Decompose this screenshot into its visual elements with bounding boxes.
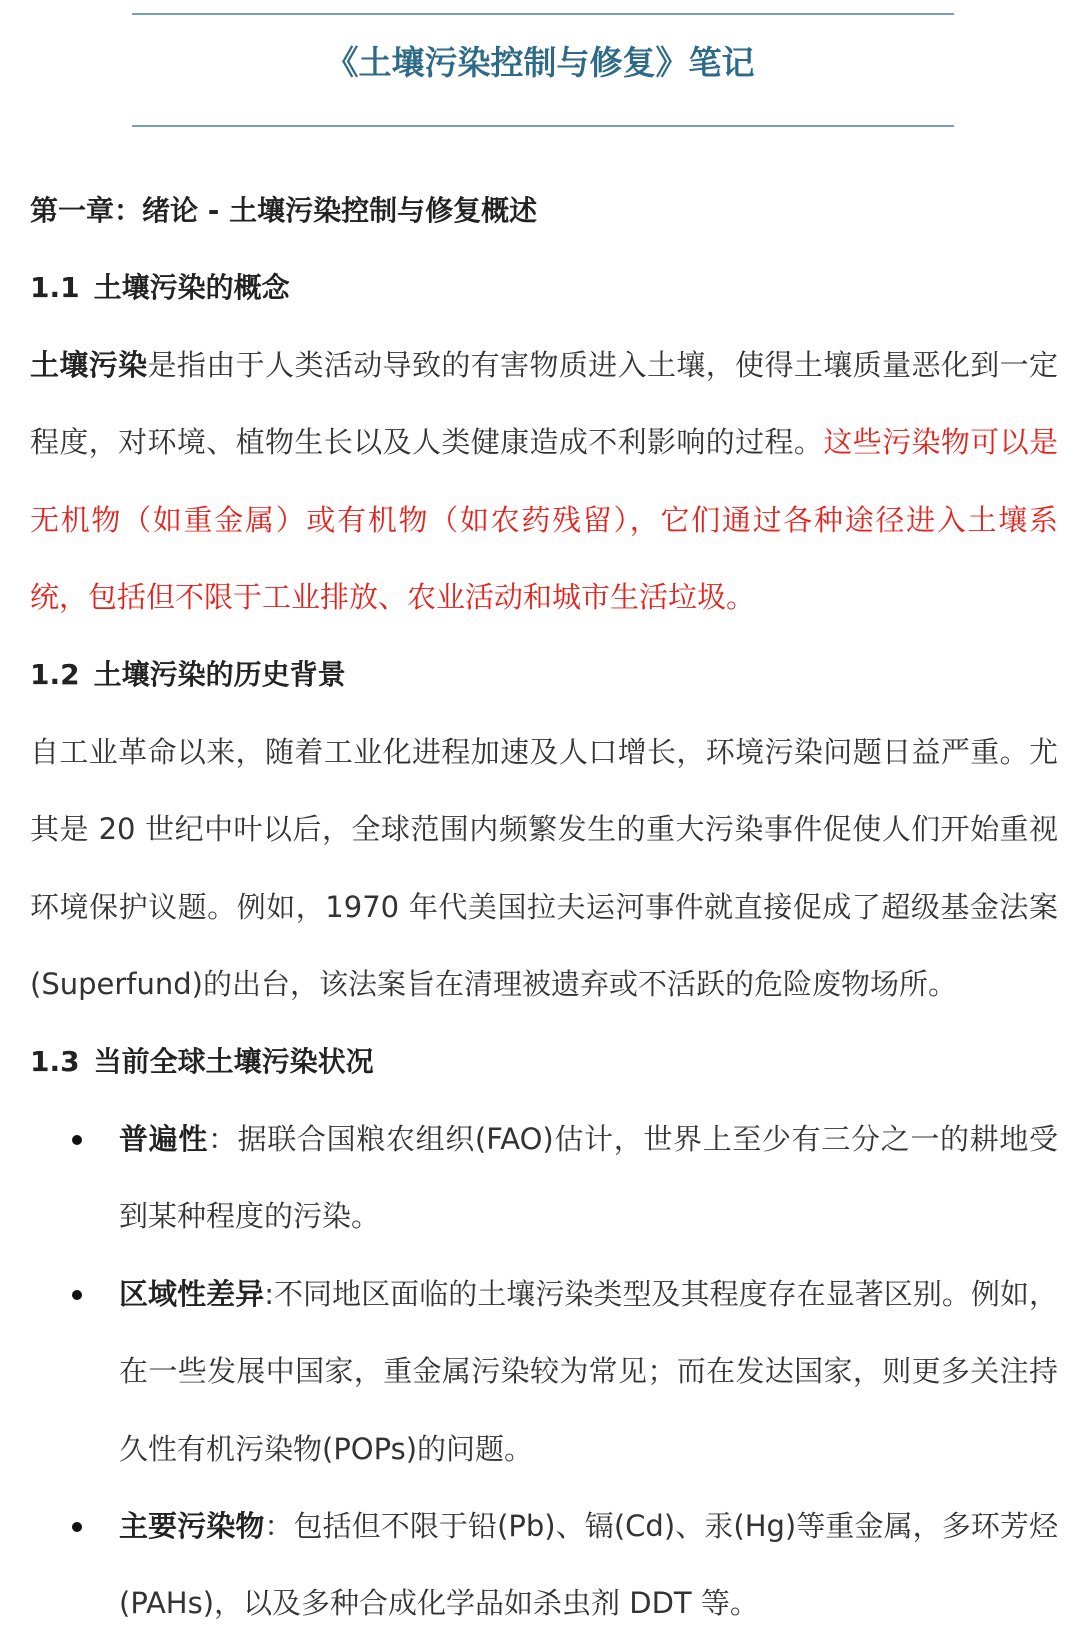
section-title: 当前全球土壤污染状况 (93, 1045, 374, 1079)
highlighted-text: 这些污染物可以是无机物（如重金属）或有机物（如农药残留），它们通过各种途径进入土壤系统，包括但不限于工业排放、农业活动和城市生活垃圾。 (30, 425, 1058, 615)
section-number: 1.2 (30, 658, 80, 692)
list-item (30, 1488, 1058, 1643)
section-number: 1.1 (30, 271, 80, 305)
bullet-label: 主要污染物 (119, 1508, 265, 1543)
bullet-text: :不同地区面临的土壤污染类型及其程度存在显著区别。例如，在一些发展中国家，重金属污染较为常见；而在发达国家，则更多关注持久性有机污染物(POPs)的问题。 (119, 1276, 1058, 1466)
document-title: 《土壤污染控制与修复》笔记 (325, 43, 755, 82)
term-soil-pollution: 土壤污染 (30, 347, 148, 382)
section-number: 1.3 (30, 1045, 80, 1079)
bullet-text: ：据联合国粮农组织(FAO)估计，世界上至少有三分之一的耕地受到某种程度的污染。 (119, 1121, 1058, 1234)
document-body (30, 172, 1058, 1643)
title-top-rule (132, 13, 954, 15)
section-title: 土壤污染的历史背景 (93, 658, 346, 692)
title-bottom-rule (132, 125, 954, 127)
chapter-heading: 第一章：绪论 - 土壤污染控制与修复概述 (30, 194, 538, 227)
section-heading-1-2 (30, 636, 1058, 713)
bullet-dot-icon (72, 1135, 82, 1145)
list-item (30, 1101, 1058, 1256)
bullet-dot-icon (72, 1290, 82, 1300)
section-heading-1-1 (30, 249, 1058, 326)
bullet-label: 区域性差异 (119, 1276, 265, 1311)
paragraph-history-background: 自工业革命以来，随着工业化进程加速及人口增长，环境污染问题日益严重。尤其是 20 世纪中叶以后，全球范围内频繁发生的重大污染事件促使人们开始重视环境保护议题。例如，1970 年代美国拉夫运河事件就直接促成了超级基金法案(Superfund)的出台，该法案旨在清理被遗弃或不活跃的危险废物场所。 (30, 734, 1058, 1002)
bullet-text: ：包括但不限于铅(Pb)、镉(Cd)、汞(Hg)等重金属，多环芳烃(PAHs)，以及多种合成化学品如杀虫剂 DDT 等。 (119, 1508, 1058, 1621)
list-item (30, 1256, 1058, 1488)
bullet-dot-icon (72, 1522, 82, 1532)
global-status-list (30, 1101, 1058, 1643)
bullet-label: 普遍性 (119, 1121, 208, 1156)
paragraph-soil-pollution-concept (30, 327, 1058, 637)
definition-text: 是指由于人类活动导致的有害物质进入土壤，使得土壤质量恶化到一定程度，对环境、植物生长以及人类健康造成不利影响的过程。 (30, 347, 1058, 460)
section-heading-1-3 (30, 1023, 1058, 1100)
section-title: 土壤污染的概念 (93, 271, 290, 305)
